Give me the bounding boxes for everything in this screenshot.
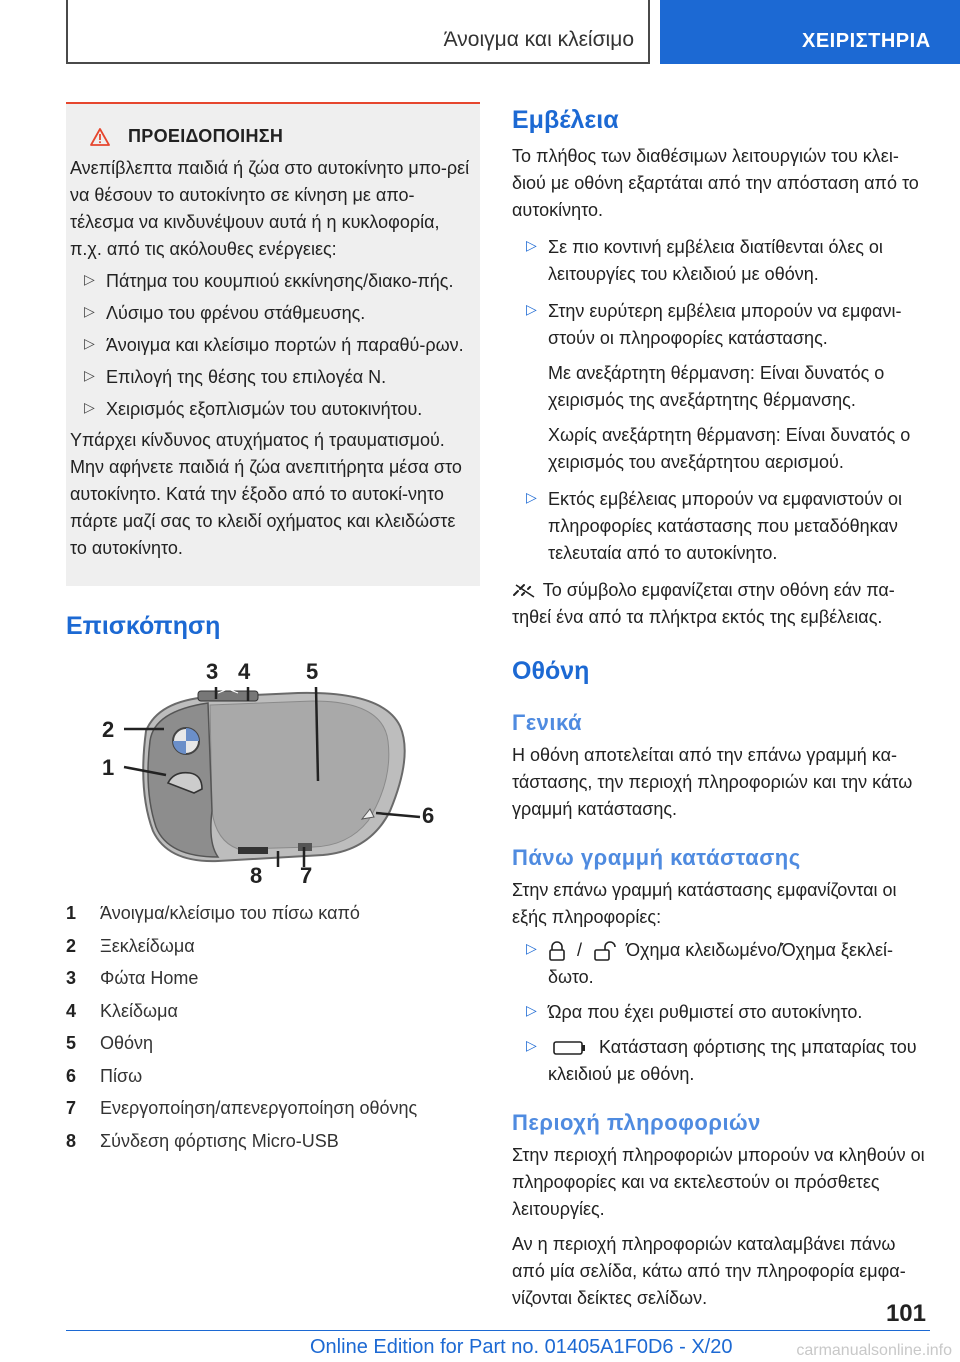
out-of-range-icon — [512, 583, 538, 599]
callout-5: 5 — [306, 659, 319, 684]
info-area-text-2: Αν η περιοχή πληροφοριών καταλαμβάνει πάνω από μία σελίδα, κάτω από την πληροφορία εμφα-νίζονται δείκτες σελίδων. — [512, 1234, 906, 1308]
top-status-heading: Πάνω γραμμή κατάστασης — [512, 845, 801, 870]
bullet-triangle-icon: ▷ — [84, 335, 95, 351]
left-column — [66, 102, 480, 1163]
lock-open-icon — [593, 941, 617, 961]
range-intro: Το πλήθος των διαθέσιμων λειτουργιών του κλει-διού με οθόνη εξαρτάται από την απόσταση από το αυτοκίνητο. — [512, 146, 919, 220]
range-item2-sub1: Με ανεξάρτητη θέρμανση: Είναι δυνατός ο χειρισμός της ανεξάρτητης θέρμανσης. — [548, 363, 885, 410]
info-area-text-1: Στην περιοχή πληροφοριών μπορούν να κληθούν οι πληροφορίες και να εκτελεστούν οι πρόσθετες λειτουργίες. — [512, 1145, 925, 1219]
page-number: 101 — [885, 1300, 926, 1327]
list-item: ▷ / Όχημα κλειδωμένο/Όχημα ξεκλεί-δωτο. — [512, 937, 930, 991]
warning-box — [66, 102, 480, 586]
bullet-triangle-icon: ▷ — [526, 1002, 537, 1018]
section-title: Άνοιγμα και κλείσιμο — [443, 28, 634, 51]
display-heading: Οθόνη — [512, 657, 590, 685]
legend-row: 2 Ξεκλείδωμα — [66, 935, 195, 956]
bullet-triangle-icon: ▷ — [84, 399, 95, 415]
list-item — [512, 298, 930, 476]
warning-triangle-icon — [90, 128, 110, 146]
list-item: ▷ Κατάσταση φόρτισης της μπαταρίας του κλειδιού με οθόνη. — [512, 1034, 930, 1088]
chapter-tab[interactable] — [660, 0, 960, 64]
lock-closed-icon — [548, 941, 566, 961]
key-illustration — [98, 659, 438, 889]
overview-heading: Επισκόπηση — [66, 612, 221, 640]
range-list — [512, 234, 930, 567]
bullet-triangle-icon: ▷ — [84, 367, 95, 383]
bullet-triangle-icon: ▷ — [526, 489, 537, 505]
callout-7: 7 — [300, 863, 313, 888]
info-area-heading: Περιοχή πληροφοριών — [512, 1110, 761, 1135]
general-heading: Γενικά — [512, 710, 583, 735]
list-item: ▷ Λύσιμο του φρένου στάθμευσης. — [70, 300, 472, 327]
bullet-triangle-icon: ▷ — [526, 301, 537, 317]
warning-title: ΠΡΟΕΙΔΟΠΟΙΗΣΗ — [128, 126, 284, 146]
list-item: ▷ Άνοιγμα και κλείσιμο πορτών ή παραθύ-ρων. — [70, 332, 472, 359]
warning-intro: Ανεπίβλεπτα παιδιά ή ζώα στο αυτοκίνητο μπο-ρεί να θέσουν το αυτοκίνητο σε κίνηση με απο-τέλεσμα να κινδυνέψουν αυτά ή η κυκλοφορία, π.χ. από τις ακόλουθες ενέργειες: — [70, 158, 470, 259]
list-item: ▷ Χειρισμός εξοπλισμών του αυτοκινήτου. — [70, 396, 472, 423]
header-box — [66, 0, 650, 64]
top-status-text: Στην επάνω γραμμή κατάστασης εμφανίζονται οι εξής πληροφορίες: — [512, 880, 897, 927]
bullet-triangle-icon: ▷ — [84, 303, 95, 319]
bullet-triangle-icon: ▷ — [526, 940, 537, 956]
general-text: Η οθόνη αποτελείται από την επάνω γραμμή κα-τάστασης, την περιοχή πληροφοριών και την κάτω γραμμή κατάστασης. — [512, 745, 913, 819]
callout-1: 1 — [102, 755, 115, 780]
bullet-triangle-icon: ▷ — [526, 237, 537, 253]
list-item: ▷ Ώρα που έχει ρυθμιστεί στο αυτοκίνητο. — [512, 999, 930, 1026]
legend-row: 7 Ενεργοποίηση/απενεργοποίηση οθόνης — [66, 1098, 418, 1118]
list-item: ▷ Σε πιο κοντινή εμβέλεια διατίθενται όλες οι λειτουργίες του κλειδιού με οθόνη. — [512, 234, 930, 288]
right-column — [512, 102, 930, 1312]
range-note: Το σύμβολο εμφανίζεται στην οθόνη εάν πα-τηθεί ένα από τα πλήκτρα εκτός της εμβέλειας. — [512, 580, 895, 627]
chapter-tab-label: ΧΕΙΡΙΣΤΗΡΙΑ — [802, 30, 931, 52]
legend-row: 1 Άνοιγμα/κλείσιμο του πίσω καπό — [66, 903, 360, 923]
callout-4: 4 — [238, 659, 251, 684]
callout-6: 6 — [422, 803, 435, 828]
range-heading: Εμβέλεια — [512, 106, 619, 134]
key-legend — [66, 903, 480, 1163]
list-item: ▷ Εκτός εμβέλειας μπορούν να εμφανιστούν οι πληροφορίες κατάστασης που μεταδόθηκαν τελευταία από το αυτοκίνητο. — [512, 486, 930, 567]
range-item2-text: Στην ευρύτερη εμβέλεια μπορούν να εμφανι-στούν οι πληροφορίες κατάστασης. — [548, 301, 902, 348]
list-item: ▷ Πάτημα του κουμπιού εκκίνησης/διακο-πής. — [70, 268, 472, 295]
watermark: carmanualsonline.info — [796, 1342, 952, 1359]
list-item: ▷ Επιλογή της θέσης του επιλογέα N. — [70, 364, 472, 391]
legend-row: 3 Φώτα Home — [66, 968, 199, 988]
legend-row: 4 Κλείδωμα — [66, 1000, 178, 1021]
footer-edition: Online Edition for Part no. 01405A1F0D6 - X/20 — [310, 1336, 733, 1358]
legend-row: 6 Πίσω — [66, 1065, 143, 1086]
warning-outro: Υπάρχει κίνδυνος ατυχήματος ή τραυματισμού. Μην αφήνετε παιδιά ή ζώα ανεπιτήρητα μέσα στο αυτοκίνητο. Κατά την έξοδο από το αυτοκί-νητο πάρτε μαζί σας το κλειδί οχήματος και κλειδώστε το αυτοκίνητο. — [70, 430, 462, 558]
bullet-triangle-icon: ▷ — [526, 1037, 537, 1053]
footer-divider — [66, 1330, 930, 1331]
callout-8: 8 — [250, 863, 263, 888]
display-key-image — [98, 671, 438, 889]
top-status-list — [512, 937, 930, 1088]
legend-row: 8 Σύνδεση φόρτισης Micro-USB — [66, 1130, 339, 1151]
warning-list — [70, 268, 472, 423]
range-item2-sub2: Χωρίς ανεξάρτητη θέρμανση: Είναι δυνατός ο χειρισμός του ανεξάρτητου αερισμού. — [548, 425, 911, 472]
bullet-triangle-icon: ▷ — [84, 271, 95, 287]
legend-row: 5 Οθόνη — [66, 1033, 154, 1053]
callout-3: 3 — [206, 659, 219, 684]
callout-2: 2 — [102, 717, 115, 742]
battery-icon — [548, 1040, 588, 1056]
